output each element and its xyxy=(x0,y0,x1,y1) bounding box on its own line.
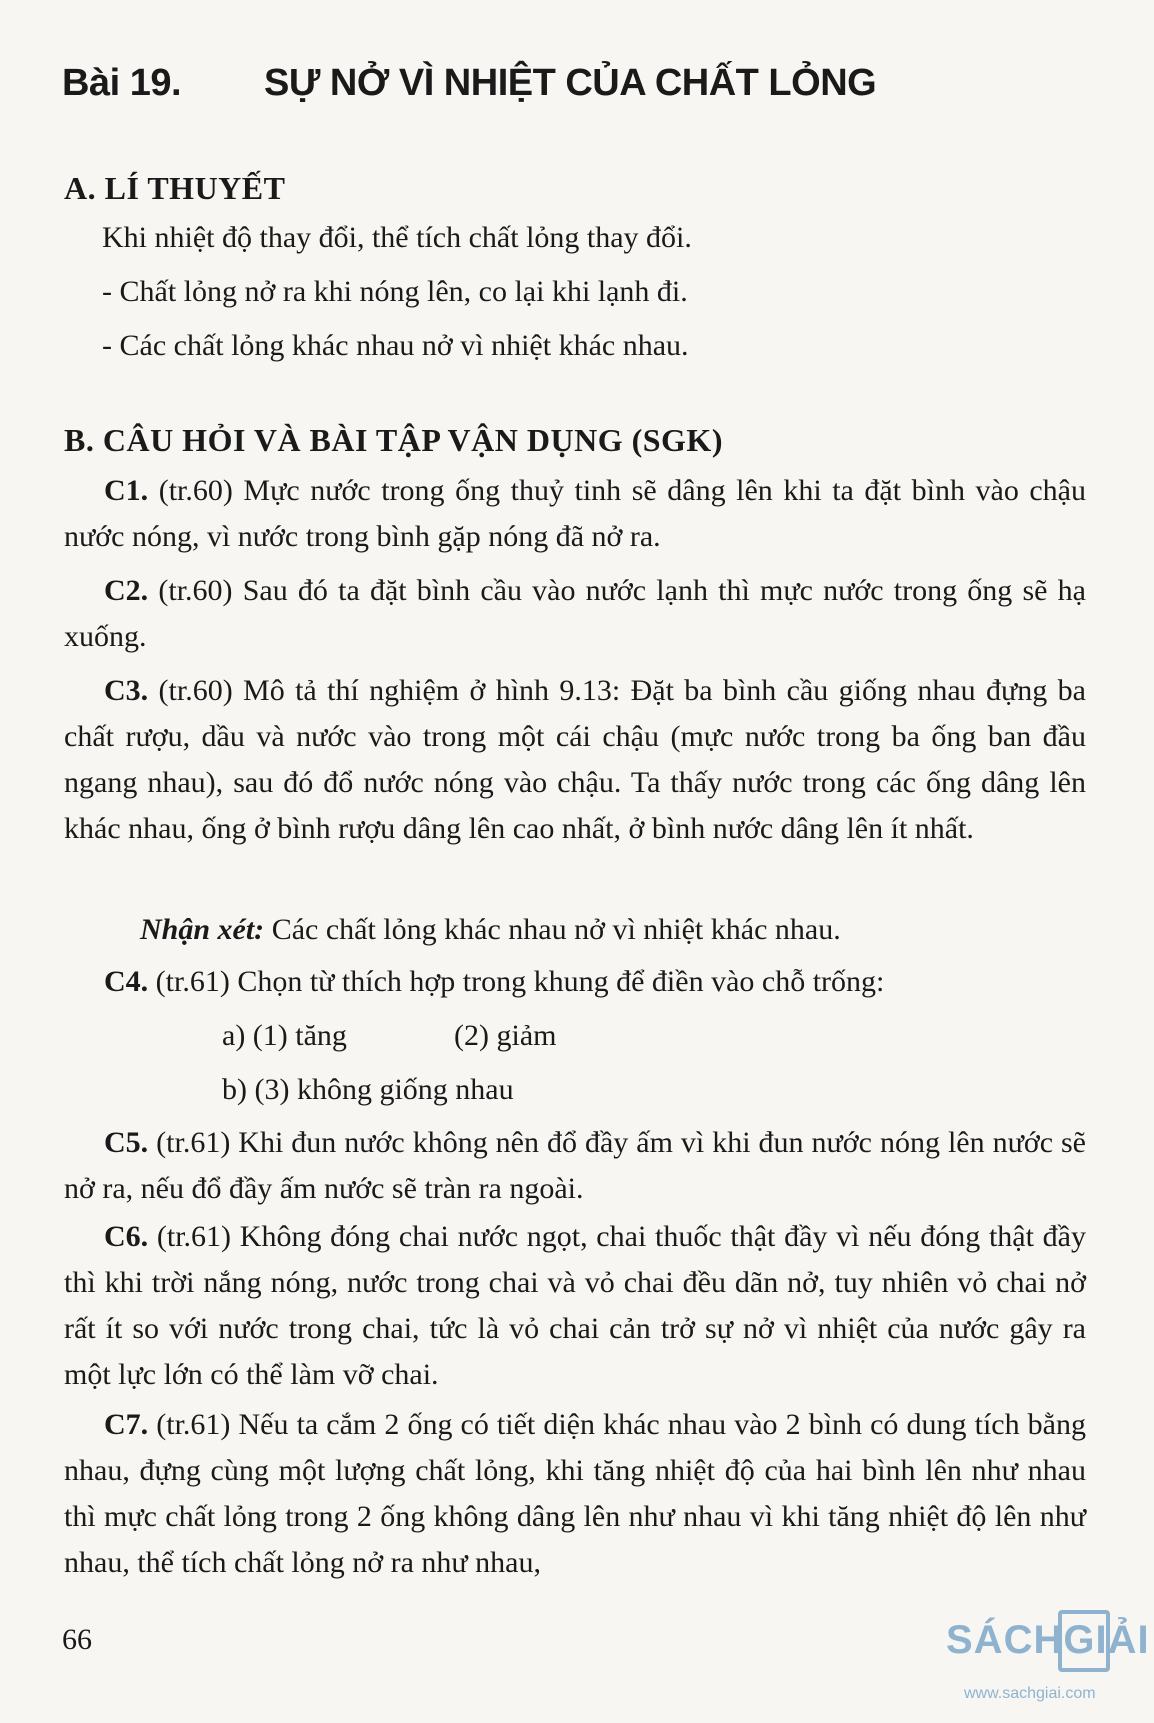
watermark-logo-text: SÁCHGIẢI xyxy=(946,1618,1150,1662)
answer-c5 xyxy=(64,1120,1086,1212)
c4-answer-a-1: a) (1) tăng xyxy=(222,1019,347,1052)
theory-line-1: Khi nhiệt độ thay đổi, thể tích chất lỏng thay đổi. xyxy=(102,221,692,254)
c7-text: (tr.61) Nếu ta cắm 2 ống có tiết diện khác nhau vào 2 bình có dung tích bằng nhau, đựng cùng một lượng chất lỏng, khi tăng nhiệt độ của hai bình lên như nhau thì mực chất lỏng trong 2 ống không dâng lên như nhau vì khi tăng nhiệt độ lên như nhau, thể tích chất lỏng nở ra như nhau, xyxy=(64,1408,1086,1579)
c2-text: (tr.60) Sau đó ta đặt bình cầu vào nước lạnh thì mực nước trong ống sẽ hạ xuống. xyxy=(64,574,1086,653)
theory-line-2: - Chất lỏng nở ra khi nóng lên, co lại khi lạnh đi. xyxy=(102,275,688,308)
lesson-header xyxy=(62,58,1102,118)
answer-c4 xyxy=(104,962,884,1002)
c4-label: C4. xyxy=(104,965,149,998)
c6-label: C6. xyxy=(104,1220,149,1253)
section-b-heading: B. CÂU HỎI VÀ BÀI TẬP VẬN DỤNG (SGK) xyxy=(64,422,723,458)
answer-c2 xyxy=(64,568,1086,660)
c6-text: (tr.61) Không đóng chai nước ngọt, chai thuốc thật đầy vì nếu đóng thật đầy thì khi trời nắng nóng, nước trong chai và vỏ chai đều dãn nở, tuy nhiên vỏ chai nở rất ít so với nước trong chai, tức là vỏ chai cản trở sự nở vì nhiệt của nước gây ra một lực lớn có thể làm vỡ chai. xyxy=(64,1220,1086,1391)
c4-answer-a xyxy=(222,1016,556,1056)
c4-answer-b: b) (3) không giống nhau xyxy=(222,1073,514,1106)
c7-label: C7. xyxy=(104,1408,149,1441)
c5-text: (tr.61) Khi đun nước không nên đổ đầy ấm vì khi đun nước nóng lên nước sẽ nở ra, nếu đổ đầy ấm nước sẽ tràn ra ngoài. xyxy=(64,1126,1086,1205)
lesson-title: SỰ NỞ VÌ NHIỆT CỦA CHẤT LỎNG xyxy=(264,62,877,104)
answer-c6 xyxy=(64,1214,1086,1398)
note-label: Nhận xét: xyxy=(140,913,265,946)
theory-line-3: - Các chất lỏng khác nhau nở vì nhiệt khác nhau. xyxy=(102,329,689,362)
c3-label: C3. xyxy=(104,674,149,707)
answer-c7 xyxy=(64,1402,1086,1586)
c5-label: C5. xyxy=(104,1126,149,1159)
note-line xyxy=(140,910,841,950)
answer-c1 xyxy=(64,468,1086,560)
c4-answer-a-2: (2) giảm xyxy=(454,1019,557,1052)
note-text: Các chất lỏng khác nhau nở vì nhiệt khác nhau. xyxy=(264,913,841,946)
c2-label: C2. xyxy=(104,574,149,607)
watermark xyxy=(946,1600,1150,1720)
c3-text: (tr.60) Mô tả thí nghiệm ở hình 9.13: Đặt ba bình cầu giống nhau đựng ba chất rượu, dầu và nước vào trong một cái chậu (mực nước trong ba ống ban đầu ngang nhau), sau đó đổ nước nóng vào chậu. Ta thấy nước trong các ống dâng lên khác nhau, ống ở bình rượu dâng lên cao nhất, ở bình nước dâng lên ít nhất. xyxy=(64,674,1086,845)
lesson-number: Bài 19. xyxy=(62,62,182,104)
answer-c3 xyxy=(64,668,1086,852)
page-number: 66 xyxy=(62,1623,92,1656)
c1-text: (tr.60) Mực nước trong ống thuỷ tinh sẽ dâng lên khi ta đặt bình vào chậu nước nóng, vì nước trong bình gặp nóng đã nở ra. xyxy=(64,474,1086,553)
c4-text: (tr.61) Chọn từ thích hợp trong khung để điền vào chỗ trống: xyxy=(148,965,885,998)
c1-label: C1. xyxy=(104,474,149,507)
section-a-heading: A. LÍ THUYẾT xyxy=(64,170,286,206)
watermark-url: www.sachgiai.com xyxy=(964,1685,1096,1702)
